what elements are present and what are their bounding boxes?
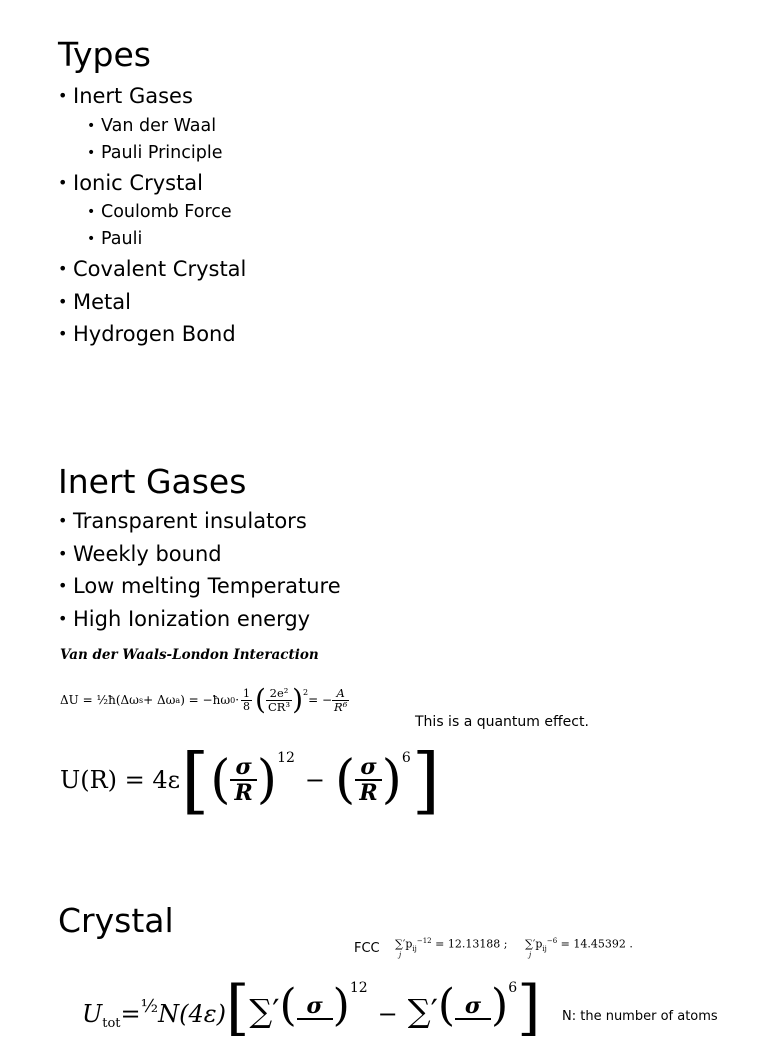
slide2-bullet-list: [58, 505, 341, 635]
formula-fraction-a-r6: [332, 687, 349, 714]
slide3-title: Crystal: [58, 901, 174, 940]
fcc-label: FCC: [354, 941, 380, 956]
list-item: • Low melting Temperature: [58, 570, 341, 603]
fraction-numerator: σ: [235, 754, 252, 780]
formula-utot-sub: tot: [102, 1016, 121, 1031]
quantum-note: This is a quantum effect.: [415, 714, 589, 730]
formula-delta-u-mid: + Δω: [143, 693, 176, 707]
formula-sub-s: s: [138, 695, 144, 705]
fraction-numerator: σ: [464, 993, 482, 1019]
fraction-numerator: 2e²: [269, 685, 289, 700]
sum-value: = 12.13188 ;: [435, 937, 508, 951]
formula-utot-eq: =: [120, 1000, 141, 1028]
formula-equals: = −: [308, 693, 333, 707]
formula-delta-u: [60, 683, 349, 716]
list-item: • Coulomb Force: [58, 199, 246, 226]
formula-exponent-6: 6: [508, 980, 518, 996]
list-item: • Pauli Principle: [58, 140, 246, 167]
formula-fcc-sum-12: [395, 937, 508, 959]
formula-fraction-sigma: [297, 994, 333, 1020]
list-item: • Hydrogen Bond: [58, 318, 246, 351]
formula-lennard-jones: [60, 738, 440, 822]
formula-fraction-inner: [266, 687, 292, 714]
list-item: • Covalent Crystal: [58, 253, 246, 286]
formula-delta-u-lhs: ΔU = ½ħ(Δω: [60, 693, 139, 707]
sum-superscript: −12: [416, 937, 432, 945]
sum-symbol: ∑′: [249, 992, 280, 1030]
formula-minus: −: [377, 1000, 398, 1028]
sum-symbol: ∑′: [407, 992, 438, 1030]
open-bracket: [: [181, 738, 210, 822]
fraction-numerator: σ: [306, 993, 323, 1019]
formula-exponent-12: 12: [277, 750, 295, 766]
open-paren: (: [279, 980, 297, 1031]
fraction-numerator: 1: [243, 686, 251, 700]
sum-subscript: ij: [542, 944, 547, 953]
list-item: • High Ionization energy: [58, 603, 341, 636]
fraction-bar: [297, 1018, 333, 1020]
formula-exponent-12: 12: [349, 980, 368, 996]
slide1-bullet-list: [58, 80, 246, 351]
sum-index: j: [529, 951, 532, 959]
list-item: • Ionic Crystal: [58, 167, 246, 200]
close-paren: ): [292, 683, 303, 716]
formula-lj-lhs: U(R) = 4ε: [60, 766, 181, 794]
list-item: • Pauli: [58, 226, 246, 253]
formula-utot: [82, 973, 541, 1043]
fraction-numerator: σ: [360, 754, 377, 780]
list-item: • Inert Gases: [58, 80, 246, 113]
list-item: • Transparent insulators: [58, 505, 341, 538]
close-paren: ): [381, 750, 402, 810]
formula-exponent-6: 6: [401, 750, 411, 766]
list-item: • Weekly bound: [58, 538, 341, 571]
list-item: • Metal: [58, 286, 246, 319]
slide2-title: Inert Gases: [58, 462, 247, 501]
formula-sub-zero: 0: [230, 695, 236, 705]
formula-exponent: 2: [303, 688, 309, 697]
formula-sub-a: a: [175, 695, 181, 705]
fraction-denominator: 8: [243, 699, 251, 713]
fraction-bar: [455, 1018, 491, 1020]
fraction-denominator: R: [230, 779, 256, 805]
formula-fraction-sigma-r: [230, 755, 256, 805]
close-bracket: ]: [517, 973, 541, 1043]
formula-utot-half: ½: [140, 996, 159, 1017]
sum-superscript: −6: [546, 937, 558, 945]
open-paren: (: [335, 750, 356, 810]
sum-subscript: ij: [412, 944, 417, 953]
formula-minus: −: [304, 766, 326, 794]
formula-delta-u-rhs: ) = −ħω: [180, 693, 231, 707]
fraction-denominator: R⁶: [334, 699, 348, 714]
fraction-denominator: CR³: [267, 699, 291, 714]
atoms-note: N: the number of atoms: [562, 1009, 718, 1024]
formula-utot-n: N(4ε): [158, 1000, 226, 1028]
formula-fraction-sigma: [455, 994, 491, 1020]
formula-fraction-sigma-r: [355, 755, 381, 805]
open-paren: (: [210, 750, 231, 810]
sum-symbol: ∑′p: [525, 937, 543, 951]
sum-value: = 14.45392 .: [560, 937, 633, 951]
close-bracket: ]: [411, 738, 440, 822]
formula-fcc-sum-6: [525, 937, 633, 959]
fraction-numerator: A: [336, 685, 345, 700]
close-paren: ): [491, 980, 509, 1031]
open-bracket: [: [225, 973, 250, 1043]
open-paren: (: [255, 683, 266, 716]
figure-caption: Van der Waals-London Interaction: [60, 647, 319, 663]
formula-fraction-one-eighth: [241, 688, 252, 713]
slide1-title: Types: [58, 35, 151, 74]
list-item: • Van der Waal: [58, 113, 246, 140]
open-paren: (: [437, 980, 456, 1031]
formula-dot: ·: [235, 693, 240, 707]
sum-index: j: [399, 951, 402, 959]
close-paren: ): [256, 750, 278, 810]
close-paren: ): [332, 980, 350, 1031]
formula-utot-u: U: [82, 1000, 103, 1028]
sum-symbol: ∑′p: [395, 937, 413, 951]
fraction-denominator: R: [355, 779, 381, 805]
